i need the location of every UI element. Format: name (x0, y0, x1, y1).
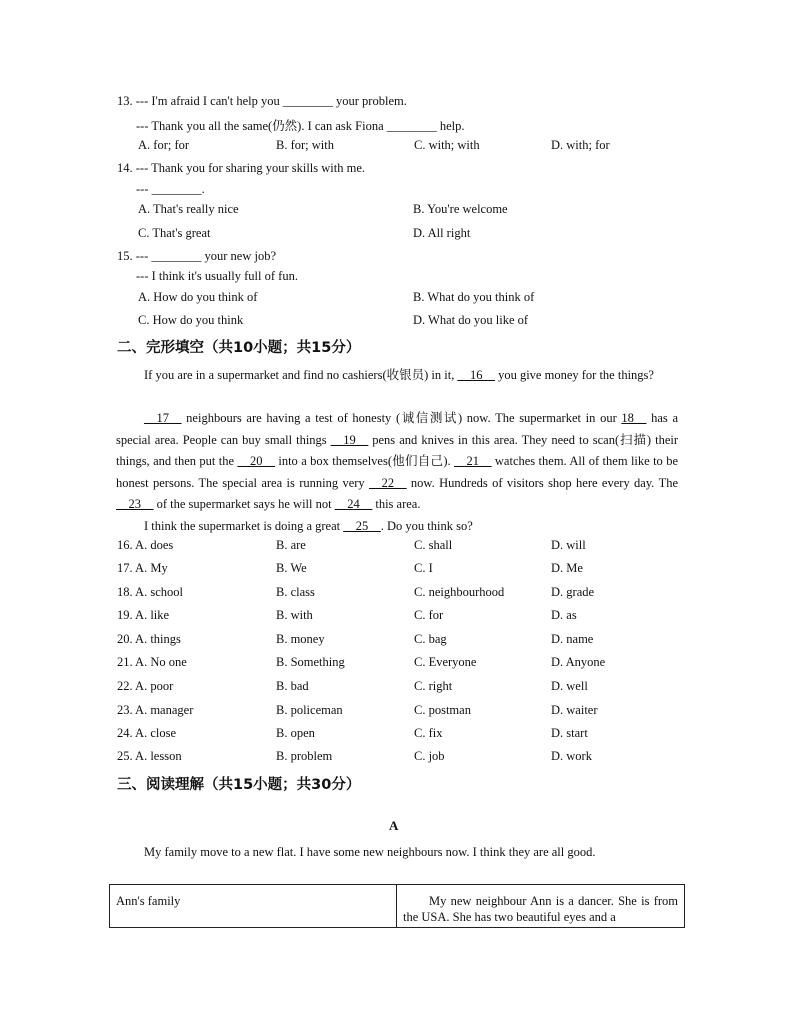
q18-option-c: C. neighbourhood (414, 585, 505, 599)
q14-option-c: C. That's great (138, 226, 211, 240)
section2-heading: 二、完形填空（共10小题；共15分） (117, 340, 361, 356)
blank-23: __23__ (116, 497, 154, 511)
cloze-text: neighbours are having a test of honesty (诚信测试) now. The supermarket in our (181, 411, 622, 425)
q20-option-b: B. money (276, 632, 325, 646)
q16-option-a: 16. A. does (117, 538, 174, 552)
q13-reply: --- Thank you all the same(仍然). I can ask Fiona ________ help. (136, 119, 465, 133)
q20-option-c: C. bag (414, 632, 447, 646)
q19-option-a: 19. A. like (117, 608, 170, 622)
q21-option-a: 21. A. No one (117, 655, 187, 669)
cloze-text: . Do you think so? (380, 519, 473, 533)
q24-option-d: D. start (551, 726, 588, 740)
cloze-text: has a special area. People can buy small things (116, 411, 678, 447)
passage-label: A (389, 818, 399, 833)
q15-option-a: A. How do you think of (138, 290, 258, 304)
q13-option-b: B. for; with (276, 138, 334, 152)
cloze-text: If you are in a supermarket and find no cashiers(收银员) in it, (144, 368, 458, 382)
table-row (110, 885, 685, 928)
q18-option-d: D. grade (551, 585, 595, 599)
q17-option-c: C. I (414, 561, 433, 575)
q14-stem: 14. --- Thank you for sharing your skills with me. (117, 161, 365, 175)
q17-option-d: D. Me (551, 561, 583, 575)
q16-option-c: C. shall (414, 538, 453, 552)
q25-option-c: C. job (414, 749, 445, 763)
q23-option-c: C. postman (414, 703, 471, 717)
q23-option-a: 23. A. manager (117, 703, 194, 717)
q24-option-c: C. fix (414, 726, 443, 740)
q16-option-d: D. will (551, 538, 586, 552)
q22-option-d: D. well (551, 679, 588, 693)
q19-option-c: C. for (414, 608, 444, 622)
q17-option-a: 17. A. My (117, 561, 168, 575)
cloze-text: watches them. All of them like to be honest persons. The special area is running very (116, 454, 678, 490)
q15-stem: 15. --- ________ your new job? (117, 249, 276, 263)
q14-option-a: A. That's really nice (138, 202, 239, 216)
q19-option-d: D. as (551, 608, 577, 622)
q20-option-d: D. name (551, 632, 594, 646)
q24-option-a: 24. A. close (117, 726, 177, 740)
q22-option-b: B. bad (276, 679, 309, 693)
q21-option-c: C. Everyone (414, 655, 477, 669)
table-cell-left: Ann's family (110, 885, 397, 928)
blank-16: __16__ (457, 368, 495, 382)
q15-reply: --- I think it's usually full of fun. (136, 269, 298, 283)
q14-reply: --- ________. (136, 182, 205, 196)
q25-option-a: 25. A. lesson (117, 749, 182, 763)
q24-option-b: B. open (276, 726, 315, 740)
q21-option-b: B. Something (276, 655, 345, 669)
blank-21: __21__ (454, 454, 492, 468)
cloze-paragraph-3 (116, 516, 678, 538)
q19-option-b: B. with (276, 608, 313, 622)
blank-24: __24__ (334, 497, 373, 511)
q20-option-a: 20. A. things (117, 632, 181, 646)
blank-18: 18__ (621, 411, 647, 425)
q25-option-d: D. work (551, 749, 592, 763)
blank-20: __20__ (237, 454, 275, 468)
cloze-text: now. Hundreds of visitors shop here every day. The (406, 475, 678, 490)
q14-option-b: B. You're welcome (413, 202, 508, 216)
cloze-paragraph-2 (116, 408, 678, 516)
cloze-text: this area. (372, 497, 421, 511)
q17-option-b: B. We (276, 561, 307, 575)
cloze-text: you give money for the things? (494, 368, 654, 382)
q23-option-d: D. waiter (551, 703, 598, 717)
q14-option-d: D. All right (413, 226, 471, 240)
q21-option-d: D. Anyone (551, 655, 606, 669)
passage-intro: My family move to a new flat. I have some new neighbours now. I think they are all good. (144, 845, 596, 859)
q22-option-a: 22. A. poor (117, 679, 174, 693)
q25-option-b: B. problem (276, 749, 333, 763)
q13-option-a: A. for; for (138, 138, 190, 152)
q13-stem: 13. --- I'm afraid I can't help you ________ your problem. (117, 94, 407, 108)
neighbour-table (109, 884, 685, 928)
blank-25: __25__ (343, 519, 381, 533)
q15-option-b: B. What do you think of (413, 290, 535, 304)
q18-option-b: B. class (276, 585, 315, 599)
q15-option-d: D. What do you like of (413, 313, 529, 327)
blank-17: __17__ (144, 411, 182, 425)
blank-22: __22__ (369, 475, 407, 490)
q13-option-d: D. with; for (551, 138, 610, 152)
q13-option-c: C. with; with (414, 138, 480, 152)
section3-heading: 三、阅读理解（共15小题；共30分） (117, 777, 361, 793)
q16-option-b: B. are (276, 538, 306, 552)
cloze-text: I think the supermarket is doing a great (144, 519, 344, 533)
q15-option-c: C. How do you think (138, 313, 244, 327)
table-cell-right: My new neighbour Ann is a dancer. She is from the USA. She has two beautiful eyes and a (397, 885, 685, 928)
q18-option-a: 18. A. school (117, 585, 183, 599)
q22-option-c: C. right (414, 679, 453, 693)
cloze-text: of the supermarket says he will not (153, 497, 335, 511)
cloze-text: into a box themselves(他们自己). (274, 454, 455, 468)
cloze-paragraph-1 (116, 365, 678, 387)
cloze-text: pens and knives in this area. They need to scan(扫描) their things, and then put the (116, 432, 678, 468)
q23-option-b: B. policeman (276, 703, 343, 717)
blank-19: __19__ (330, 432, 369, 447)
